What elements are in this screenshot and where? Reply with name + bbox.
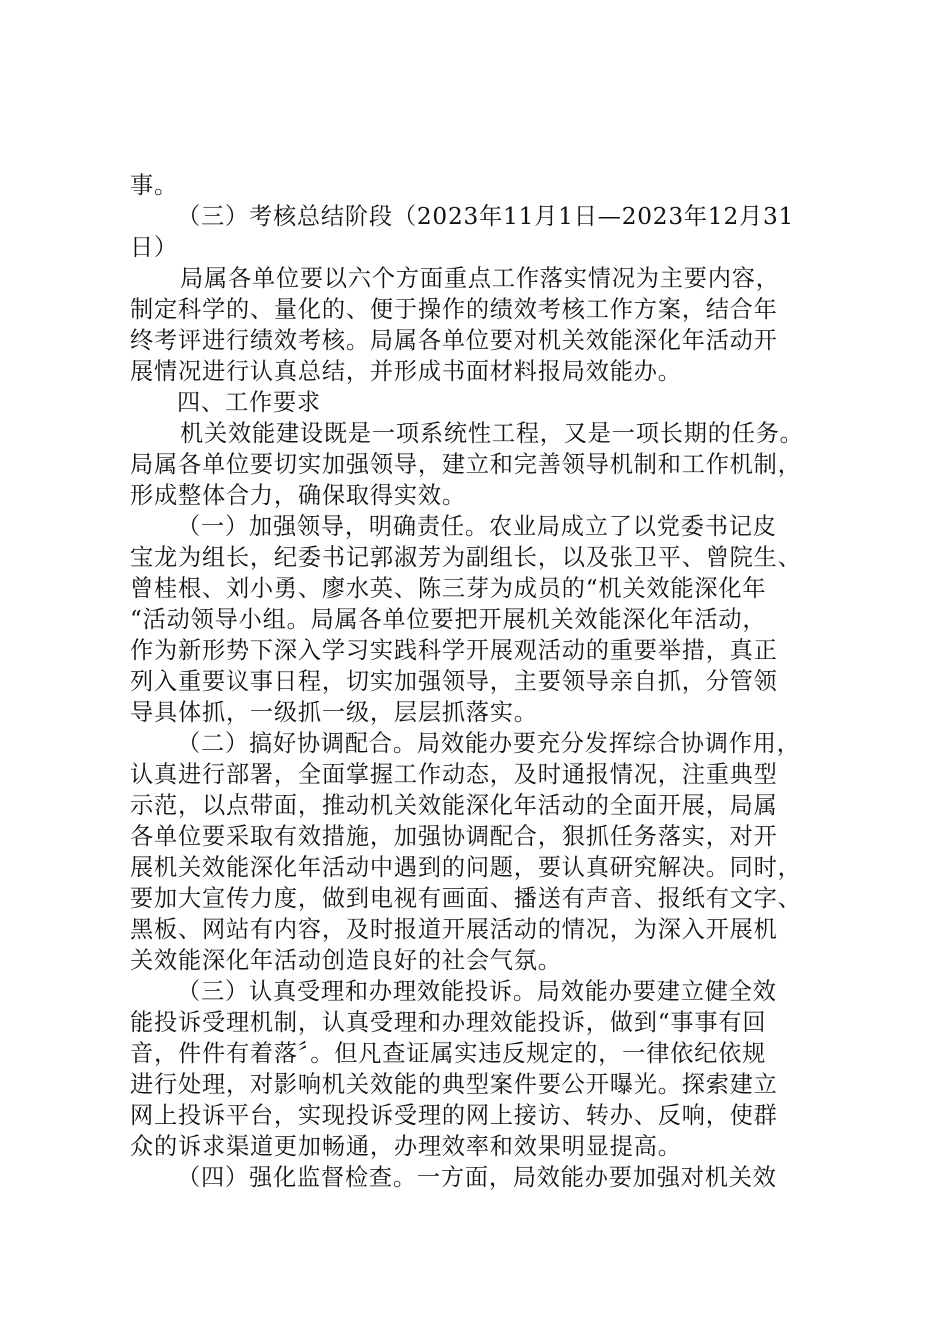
text-line: 网上投诉平台，实现投诉受理的网上接访、转办、反响，使群: [130, 1102, 778, 1129]
document-body: [130, 170, 830, 1193]
text-line: 列入重要议事日程，切实加强领导，主要领导亲自抓，分管领: [130, 668, 778, 695]
text-line: 展机关效能深化年活动中遇到的问题，要认真研究解决。同时，: [130, 854, 802, 881]
paragraph-start: （一）加强领导，明确责任。农业局成立了以党委书记皮: [177, 513, 777, 540]
text-line: “活动领导小组。局属各单位要把开展机关效能深化年活动，: [130, 606, 767, 633]
paragraph-start: （二）搞好协调配合。局效能办要充分发挥综合协调作用，: [177, 730, 801, 757]
section-heading: （三）考核总结阶段（2023年11月1日—2023年12月31: [177, 203, 795, 230]
paragraph-start: 机关效能建设既是一项系统性工程，又是一项长期的任务。: [180, 420, 804, 447]
text-line: 导具体抓，一级抓一级，层层抓落实。: [130, 699, 538, 726]
text-line: 形成整体合力，确保取得实效。: [130, 482, 466, 509]
section-heading: 四、工作要求: [177, 389, 321, 416]
text-line: 众的诉求渠道更加畅通，办理效率和效果明显提高。: [130, 1133, 682, 1160]
text-line: 音，件件有着落〞。但凡查证属实违反规定的，一律依纪依规: [130, 1040, 767, 1067]
text-line: 日）: [130, 234, 178, 261]
text-line: 曾桂根、刘小勇、廖水英、陈三芽为成员的“机关效能深化年: [130, 575, 767, 602]
text-line: 黑板、网站有内容，及时报道开展活动的情况，为深入开展机: [130, 916, 778, 943]
paragraph-start: （四）强化监督检查。一方面，局效能办要加强对机关效: [177, 1164, 777, 1191]
text-line: 要加大宣传力度，做到电视有画面、播送有声音、报纸有文字、: [130, 885, 802, 912]
text-line: 事。: [130, 172, 178, 199]
text-line: 各单位要采取有效措施，加强协调配合，狠抓任务落实，对开: [130, 823, 778, 850]
text-line: 终考评进行绩效考核。局属各单位要对机关效能深化年活动开: [130, 327, 778, 354]
text-line: 认真进行部署，全面掌握工作动态，及时通报情况，注重典型: [130, 761, 778, 788]
text-line: 宝龙为组长，纪委书记郭淑芳为副组长，以及张卫平、曾院生、: [130, 544, 802, 571]
text-line: 作为新形势下深入学习实践科学开展观活动的重要举措，真正: [130, 637, 778, 664]
text-line: 关效能深化年活动创造良好的社会气氛。: [130, 947, 562, 974]
text-line: 局属各单位要切实加强领导，建立和完善领导机制和工作机制，: [130, 451, 802, 478]
text-line: 能投诉受理机制，认真受理和办理效能投诉，做到“事事有回: [130, 1009, 767, 1036]
paragraph-start: 局属各单位要以六个方面重点工作落实情况为主要内容，: [180, 265, 780, 292]
text-line: 展情况进行认真总结，并形成书面材料报局效能办。: [130, 358, 682, 385]
text-line: 制定科学的、量化的、便于操作的绩效考核工作方案，结合年: [130, 296, 778, 323]
text-line: 进行处理，对影响机关效能的典型案件要公开曝光。探索建立: [130, 1071, 778, 1098]
paragraph-start: （三）认真受理和办理效能投诉。局效能办要建立健全效: [177, 978, 777, 1005]
text-line: 示范，以点带面，推动机关效能深化年活动的全面开展，局属: [130, 792, 778, 819]
